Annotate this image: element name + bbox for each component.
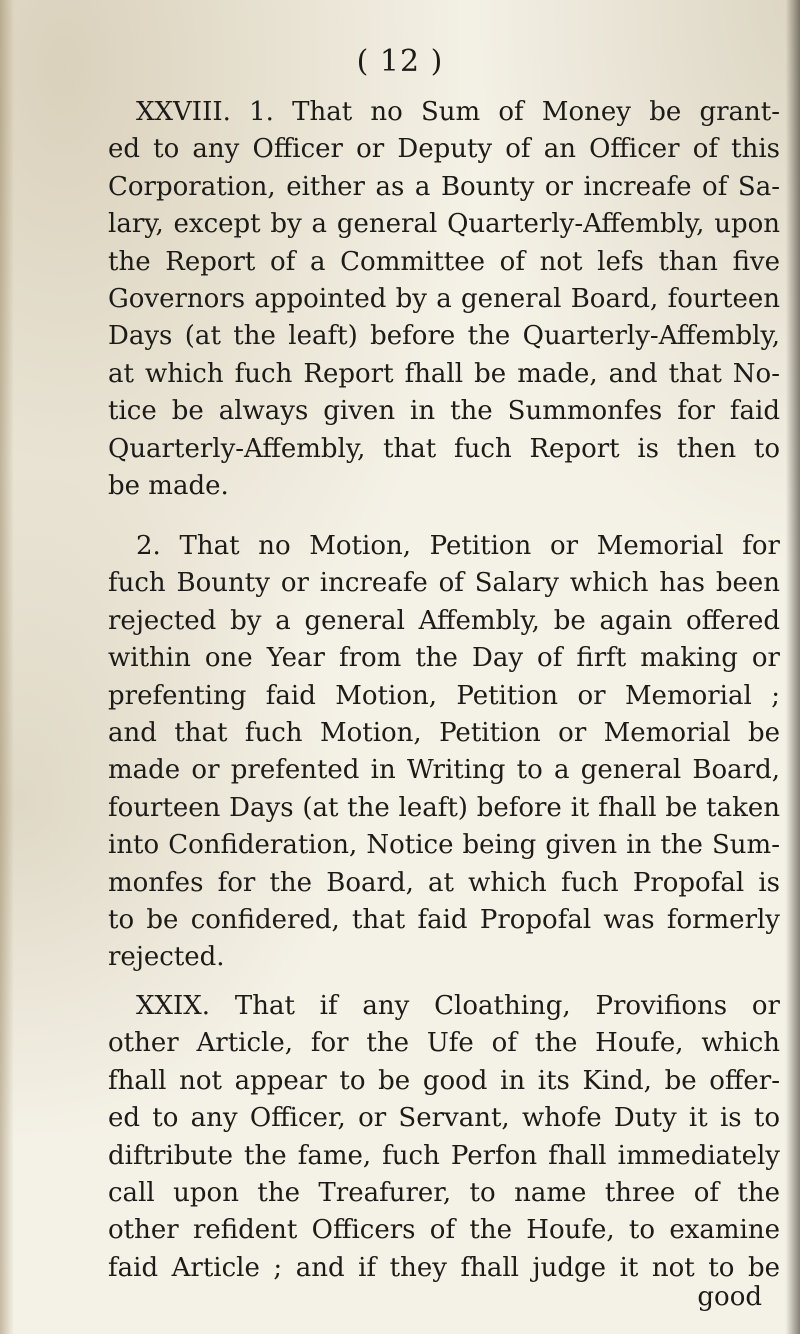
page-right-edge-shadow <box>782 0 800 1334</box>
page-number-header: ( 12 ) <box>356 44 444 79</box>
text-line: be made. <box>108 470 229 501</box>
text-line: 2. That no Motion, Petition or Memorial for <box>136 531 780 561</box>
text-line: faid Article ; and if they fhall judge it not to be <box>108 1252 780 1283</box>
text-line: Quarterly-Affembly, that fuch Report is then to <box>108 433 780 464</box>
paragraph-xxviii-2 <box>108 528 780 977</box>
text-line: to be confidered, that faid Propofal was formerly <box>108 904 780 935</box>
text-line: monfes for the Board, at which fuch Propofal is <box>108 867 780 898</box>
paragraph-xxviii-1 <box>108 94 780 505</box>
text-line: XXVIII. 1. That no Sum of Money be grant- <box>136 97 780 127</box>
text-line: ed to any Officer or Deputy of an Officer of this <box>108 134 780 165</box>
text-line: tice be always given in the Summonfes for faid <box>108 396 780 427</box>
text-line: at which fuch Report fhall be made, and that No- <box>108 358 780 389</box>
text-line: the Report of a Committee of not lefs than five <box>108 246 780 277</box>
text-line: fourteen Days (at the leaft) before it fhall be taken <box>108 792 780 823</box>
text-line: fhall not appear to be good in its Kind, be offer- <box>108 1065 780 1096</box>
text-line: Days (at the leaft) before the Quarterly-Affembly, <box>108 321 780 352</box>
text-line: other refident Officers of the Houfe, to examine <box>108 1215 780 1246</box>
text-line: fuch Bounty or increafe of Salary which has been <box>108 568 780 599</box>
text-line: prefenting faid Motion, Petition or Memorial ; <box>108 680 780 711</box>
text-line: diftribute the fame, fuch Perfon fhall immediately <box>108 1140 780 1171</box>
text-line: call upon the Treafurer, to name three of the <box>108 1177 780 1208</box>
text-line: lary, except by a general Quarterly-Affembly, upon <box>108 209 780 240</box>
text-line: Corporation, either as a Bounty or increafe of Sa- <box>108 171 780 202</box>
text-line: within one Year from the Day of firft making or <box>108 643 780 674</box>
catchword: good <box>697 1282 762 1312</box>
text-line: XXIX. That if any Cloathing, Provifions or <box>136 991 780 1021</box>
page-left-edge-shading <box>0 0 14 1334</box>
text-line: rejected by a general Affembly, be again offered <box>108 605 780 636</box>
text-line: other Article, for the Ufe of the Houfe, which <box>108 1028 780 1059</box>
text-line: made or prefented in Writing to a general Board, <box>108 755 780 786</box>
text-line: Governors appointed by a general Board, fourteen <box>108 283 780 314</box>
text-line: rejected. <box>108 942 225 973</box>
text-line: into Confideration, Notice being given in the Sum- <box>108 830 780 861</box>
text-line: and that fuch Motion, Petition or Memorial be <box>108 717 780 748</box>
text-line: ed to any Officer, or Servant, whofe Duty it is to <box>108 1103 780 1134</box>
paragraph-xxix <box>108 988 780 1287</box>
